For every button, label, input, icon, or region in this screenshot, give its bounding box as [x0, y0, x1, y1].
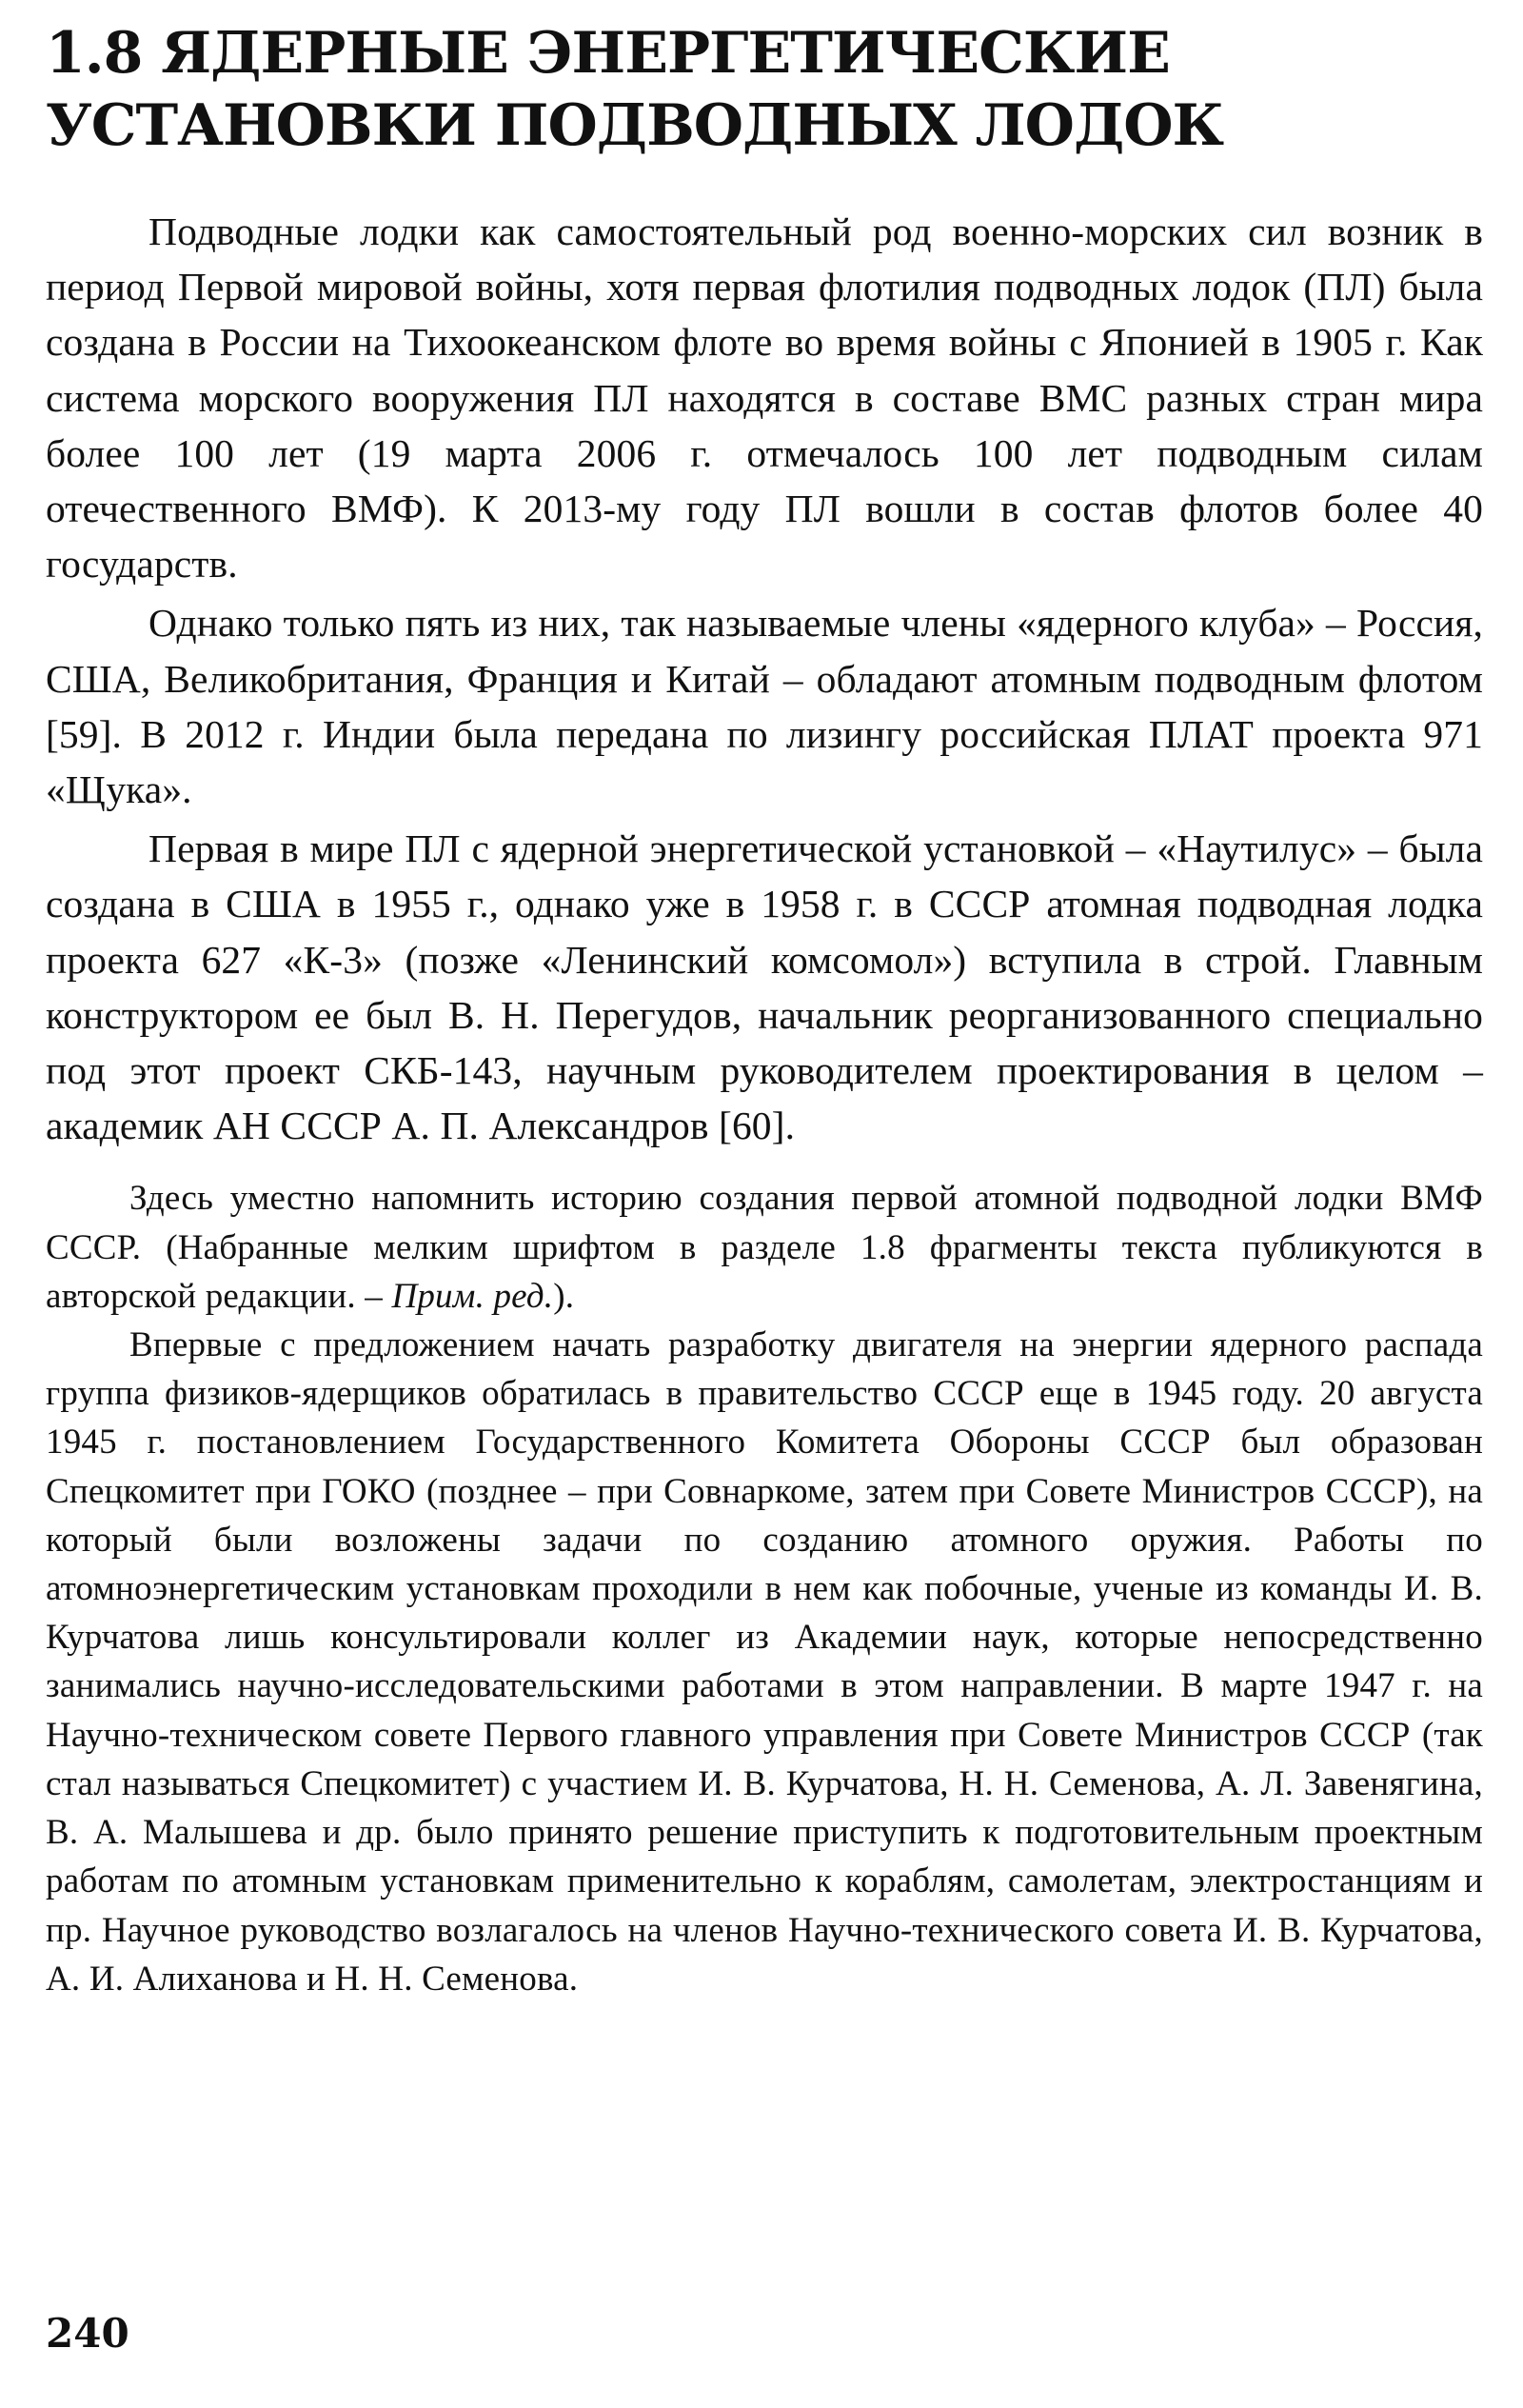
paragraph-first-submarine: Первая в мире ПЛ с ядерной энергетической установкой – «Наутилус» – была создана в США в 1955 г., однако уже в 1958 г. в СССР атомная подводная лодка проекта 627 «К-3» (позже «Ленинский комсомол») вступила в строй. Главным конструктором ее был В. Н. Перегудов, начальник реорганизованного специально под этот проект СКБ-143, научным руководителем проектирования в целом – академик АН СССР А. П. Александров [60]. [46, 826, 1483, 1148]
editor-note-italic: Прим. ред. [391, 1276, 554, 1316]
small-print-paragraph: Впервые с предложением начать разработку двигателя на энергии ядерного распада группа физиков-ядерщиков обратилась в правительство СССР еще в 1945 году. 20 августа 1945 г. постановлением Государственного Комитета Обороны СССР был образован Спецкомитет при ГОКО (позднее – при Совнаркоме, затем при Совете Министров СССР), на который были возложены задачи по созданию атомного оружия. Работы по атомноэнергетическим установкам проходили в нем как побочные, ученые из команды И. В. Курчатова лишь консультировали коллег из Академии наук, которые непосредственно занимались научно-исследовательскими работами в этом направлении. В марте 1947 г. на Научно-техническом совете Первого главного управления при Совете Министров СССР (так стал называться Спецкомитет) с участием И. В. Курчатова, Н. Н. Семенова, А. Л. Завенягина, В. А. Малышева и др. было принято решение приступить к подготовительным проектным работам по атомным установкам применительно к кораблям, самолетам, электростанциям и пр. Научное руководство возлагалось на членов Научно-технического совета И. В. Курчатова, А. И. Алиханова и Н. Н. Семенова. [46, 1325, 1483, 1999]
editor-note-tail: ). [553, 1276, 575, 1316]
page-number: 240 [46, 2310, 129, 2357]
paragraph-nuclear-club: Однако только пять из них, так называемые члены «ядерного клуба» – Россия, США, Великобритания, Франция и Китай – обладают атомным подводным флотом [59]. В 2012 г. Индии была передана по лизингу российская ПЛАТ проекта 971 «Щука». [46, 601, 1483, 812]
section-heading: 1.8 ЯДЕРНЫЕ ЭНЕРГЕТИЧЕСКИЕ УСТАНОВКИ ПОДВОДНЫХ ЛОДОК [46, 20, 1224, 159]
editor-note-text: Здесь уместно напомнить историю создания первой атомной подводной лодки ВМФ СССР. (Набранные мелким шрифтом в разделе 1.8 фрагменты текста публикуются в авторской редакции. – [46, 1179, 1483, 1316]
book-page [46, 17, 1483, 2388]
paragraph-history: Подводные лодки как самостоятельный род военно-морских сил возник в период Первой мировой войны, хотя первая флотилия подводных лодок (ПЛ) была создана в России на Тихоокеанском флоте во время войны с Японией в 1905 г. Как система морского вооружения ПЛ находятся в составе ВМС разных стран мира более 100 лет (19 марта 2006 г. отмечалось 100 лет подводным силам отечественного ВМФ). К 2013-му году ПЛ вошли в состав флотов более 40 государств. [46, 209, 1483, 587]
editor-note [46, 1174, 1483, 1321]
